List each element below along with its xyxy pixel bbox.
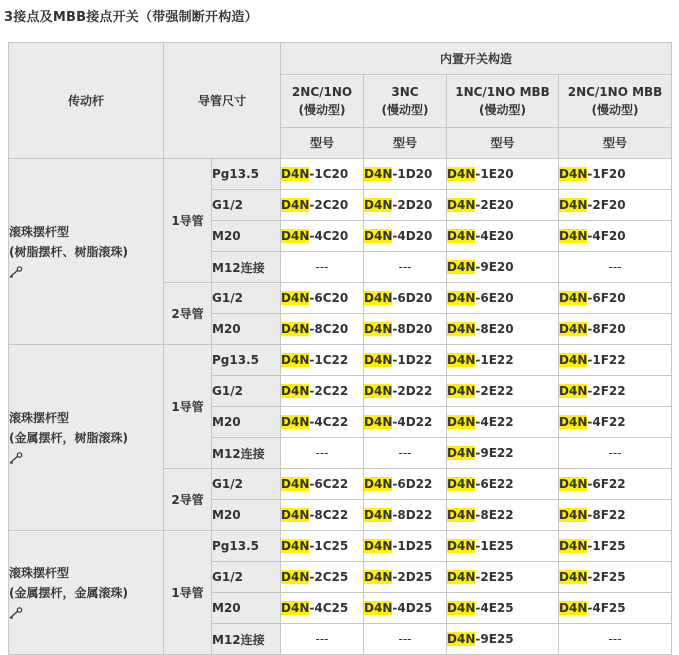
model-suffix: -9E20 bbox=[475, 260, 514, 274]
model-suffix: -1D22 bbox=[392, 353, 433, 367]
model-suffix: -2F25 bbox=[587, 570, 626, 584]
model-prefix: D4N bbox=[447, 229, 476, 243]
model-number bbox=[281, 562, 364, 593]
model-number bbox=[364, 500, 447, 531]
spec-table bbox=[8, 42, 672, 655]
model-number bbox=[559, 159, 672, 190]
model-prefix: D4N bbox=[364, 291, 393, 305]
model-number bbox=[364, 593, 447, 624]
model-number bbox=[447, 407, 559, 438]
model-prefix: D4N bbox=[281, 322, 310, 336]
model-number bbox=[447, 252, 559, 283]
model-number bbox=[364, 221, 447, 252]
conduit-count-cell: 1导管 bbox=[164, 159, 212, 283]
model-suffix: -6E20 bbox=[475, 291, 514, 305]
lever-type-cell bbox=[9, 345, 164, 531]
conduit-count-cell: 2导管 bbox=[164, 469, 212, 531]
model-prefix: D4N bbox=[559, 167, 588, 181]
model-suffix: -2C20 bbox=[309, 198, 349, 212]
model-suffix: -4E25 bbox=[475, 601, 514, 615]
header-model-label: 型号 bbox=[447, 128, 559, 159]
model-suffix: -1D20 bbox=[392, 167, 433, 181]
model-prefix: D4N bbox=[559, 570, 588, 584]
model-number bbox=[447, 314, 559, 345]
model-suffix: -2F22 bbox=[587, 384, 626, 398]
model-suffix: -8D22 bbox=[392, 508, 433, 522]
model-prefix: D4N bbox=[447, 570, 476, 584]
model-suffix: -8E20 bbox=[475, 322, 514, 336]
lever-type-cell bbox=[9, 531, 164, 655]
model-prefix: D4N bbox=[447, 508, 476, 522]
page-title: 3接点及MBB接点开关（带强制断开构造） bbox=[4, 10, 258, 25]
lever-type-label: (树脂摆杆、树脂滚珠) bbox=[9, 244, 128, 259]
model-prefix: D4N bbox=[364, 167, 393, 181]
model-number bbox=[447, 531, 559, 562]
model-number bbox=[281, 593, 364, 624]
model-suffix: -6C22 bbox=[309, 477, 349, 491]
header-model-label: 型号 bbox=[281, 128, 364, 159]
model-number bbox=[447, 159, 559, 190]
model-prefix: D4N bbox=[281, 198, 310, 212]
model-suffix: -1F25 bbox=[587, 539, 626, 553]
model-suffix: -6F22 bbox=[587, 477, 626, 491]
header-column-3 bbox=[447, 75, 559, 128]
model-prefix: D4N bbox=[447, 446, 476, 460]
model-prefix: D4N bbox=[281, 477, 310, 491]
model-number bbox=[281, 283, 364, 314]
conduit-size-cell: G1/2 bbox=[212, 283, 281, 314]
model-prefix: D4N bbox=[281, 539, 310, 553]
model-suffix: -8F20 bbox=[587, 322, 626, 336]
model-number bbox=[364, 283, 447, 314]
model-prefix: D4N bbox=[447, 539, 476, 553]
model-number bbox=[447, 562, 559, 593]
model-prefix: D4N bbox=[447, 198, 476, 212]
model-number bbox=[281, 500, 364, 531]
lever-type-cell bbox=[9, 159, 164, 345]
header-column-1 bbox=[281, 75, 364, 128]
header-conduit: 导管尺寸 bbox=[164, 43, 281, 159]
model-suffix: -8C20 bbox=[309, 322, 349, 336]
lever-type-label: (金属摆杆，金属滚珠) bbox=[9, 585, 128, 600]
header-model-label: 型号 bbox=[559, 128, 672, 159]
lever-type-label: 滚珠摆杆型 bbox=[9, 410, 70, 425]
model-number bbox=[364, 376, 447, 407]
model-suffix: -4C22 bbox=[309, 415, 349, 429]
model-prefix: D4N bbox=[364, 601, 393, 615]
model-number bbox=[281, 407, 364, 438]
header-column-line1: 2NC/1NO MBB bbox=[567, 85, 663, 99]
model-prefix: D4N bbox=[364, 229, 393, 243]
model-number bbox=[447, 190, 559, 221]
model-suffix: -1F22 bbox=[587, 353, 626, 367]
conduit-size-cell: M12连接 bbox=[212, 624, 281, 655]
model-na: --- bbox=[559, 252, 672, 283]
header-column-line2: (慢动型) bbox=[298, 103, 346, 117]
conduit-count-cell: 2导管 bbox=[164, 283, 212, 345]
model-prefix: D4N bbox=[447, 353, 476, 367]
model-number bbox=[281, 345, 364, 376]
model-na: --- bbox=[559, 438, 672, 469]
model-prefix: D4N bbox=[364, 508, 393, 522]
model-suffix: -8C22 bbox=[309, 508, 349, 522]
model-prefix: D4N bbox=[447, 632, 476, 646]
model-na: --- bbox=[559, 624, 672, 655]
model-number bbox=[559, 469, 672, 500]
model-na: --- bbox=[364, 438, 447, 469]
model-prefix: D4N bbox=[364, 384, 393, 398]
model-prefix: D4N bbox=[281, 167, 310, 181]
model-prefix: D4N bbox=[559, 601, 588, 615]
roller-lever-icon bbox=[9, 607, 23, 619]
model-number bbox=[559, 190, 672, 221]
model-number bbox=[364, 345, 447, 376]
model-suffix: -9E22 bbox=[475, 446, 514, 460]
model-na: --- bbox=[364, 624, 447, 655]
model-number bbox=[559, 221, 672, 252]
model-suffix: -2D25 bbox=[392, 570, 433, 584]
header-column-line2: (慢动型) bbox=[381, 103, 429, 117]
model-prefix: D4N bbox=[559, 477, 588, 491]
model-number bbox=[281, 221, 364, 252]
conduit-size-cell: Pg13.5 bbox=[212, 531, 281, 562]
model-prefix: D4N bbox=[447, 415, 476, 429]
model-prefix: D4N bbox=[364, 539, 393, 553]
header-lever: 传动杆 bbox=[9, 43, 164, 159]
model-na: --- bbox=[281, 624, 364, 655]
model-prefix: D4N bbox=[281, 601, 310, 615]
model-prefix: D4N bbox=[281, 508, 310, 522]
model-number bbox=[559, 593, 672, 624]
model-suffix: -4D20 bbox=[392, 229, 433, 243]
model-suffix: -1D25 bbox=[392, 539, 433, 553]
model-suffix: -4C20 bbox=[309, 229, 349, 243]
model-suffix: -6D22 bbox=[392, 477, 433, 491]
model-prefix: D4N bbox=[281, 384, 310, 398]
model-number bbox=[447, 345, 559, 376]
model-number bbox=[447, 469, 559, 500]
model-number bbox=[281, 376, 364, 407]
model-prefix: D4N bbox=[447, 384, 476, 398]
model-suffix: -2F20 bbox=[587, 198, 626, 212]
model-suffix: -1E25 bbox=[475, 539, 514, 553]
conduit-size-cell: M20 bbox=[212, 314, 281, 345]
model-suffix: -1F20 bbox=[587, 167, 626, 181]
roller-lever-icon bbox=[9, 452, 23, 464]
model-prefix: D4N bbox=[364, 198, 393, 212]
model-prefix: D4N bbox=[447, 260, 476, 274]
model-number bbox=[281, 314, 364, 345]
model-prefix: D4N bbox=[364, 353, 393, 367]
model-number bbox=[281, 159, 364, 190]
model-prefix: D4N bbox=[364, 415, 393, 429]
model-suffix: -4C25 bbox=[309, 601, 349, 615]
model-suffix: -6D20 bbox=[392, 291, 433, 305]
conduit-size-cell: M12连接 bbox=[212, 438, 281, 469]
model-prefix: D4N bbox=[559, 322, 588, 336]
model-number bbox=[447, 438, 559, 469]
lever-type-label: 滚珠摆杆型 bbox=[9, 565, 70, 580]
model-prefix: D4N bbox=[281, 570, 310, 584]
model-number bbox=[364, 190, 447, 221]
model-prefix: D4N bbox=[364, 477, 393, 491]
model-number bbox=[447, 500, 559, 531]
model-suffix: -2E25 bbox=[475, 570, 514, 584]
model-prefix: D4N bbox=[364, 322, 393, 336]
model-na: --- bbox=[281, 252, 364, 283]
conduit-size-cell: M20 bbox=[212, 221, 281, 252]
model-prefix: D4N bbox=[447, 291, 476, 305]
model-suffix: -4F22 bbox=[587, 415, 626, 429]
model-number bbox=[364, 159, 447, 190]
model-prefix: D4N bbox=[447, 601, 476, 615]
model-number bbox=[364, 469, 447, 500]
model-prefix: D4N bbox=[447, 322, 476, 336]
model-number bbox=[559, 407, 672, 438]
model-suffix: -4D22 bbox=[392, 415, 433, 429]
model-prefix: D4N bbox=[559, 198, 588, 212]
model-number bbox=[447, 221, 559, 252]
model-prefix: D4N bbox=[281, 291, 310, 305]
model-number bbox=[364, 562, 447, 593]
table-row bbox=[9, 159, 672, 190]
model-number bbox=[281, 469, 364, 500]
conduit-count-cell: 1导管 bbox=[164, 531, 212, 655]
model-prefix: D4N bbox=[281, 353, 310, 367]
model-suffix: -4F25 bbox=[587, 601, 626, 615]
model-number bbox=[559, 345, 672, 376]
model-prefix: D4N bbox=[559, 353, 588, 367]
model-suffix: -8F22 bbox=[587, 508, 626, 522]
conduit-size-cell: M20 bbox=[212, 500, 281, 531]
model-suffix: -8D20 bbox=[392, 322, 433, 336]
conduit-size-cell: Pg13.5 bbox=[212, 345, 281, 376]
model-suffix: -2D22 bbox=[392, 384, 433, 398]
conduit-count-cell: 1导管 bbox=[164, 345, 212, 469]
conduit-size-cell: G1/2 bbox=[212, 376, 281, 407]
model-suffix: -1C25 bbox=[309, 539, 349, 553]
model-number bbox=[364, 407, 447, 438]
model-number bbox=[559, 283, 672, 314]
model-number bbox=[559, 531, 672, 562]
model-suffix: -2E22 bbox=[475, 384, 514, 398]
model-number bbox=[447, 593, 559, 624]
lever-type-label: 滚珠摆杆型 bbox=[9, 224, 70, 239]
model-prefix: D4N bbox=[559, 229, 588, 243]
model-suffix: -6E22 bbox=[475, 477, 514, 491]
model-prefix: D4N bbox=[559, 291, 588, 305]
model-number bbox=[364, 531, 447, 562]
header-column-2 bbox=[364, 75, 447, 128]
table-row bbox=[9, 345, 672, 376]
conduit-size-cell: M12连接 bbox=[212, 252, 281, 283]
table-row bbox=[9, 531, 672, 562]
model-prefix: D4N bbox=[364, 570, 393, 584]
model-suffix: -1E20 bbox=[475, 167, 514, 181]
conduit-size-cell: M20 bbox=[212, 407, 281, 438]
model-prefix: D4N bbox=[281, 229, 310, 243]
model-suffix: -2C22 bbox=[309, 384, 349, 398]
model-prefix: D4N bbox=[281, 415, 310, 429]
model-number bbox=[447, 283, 559, 314]
header-column-line1: 1NC/1NO MBB bbox=[455, 85, 550, 99]
header-column-line2: (慢动型) bbox=[591, 103, 639, 117]
model-number bbox=[447, 376, 559, 407]
model-suffix: -9E25 bbox=[475, 632, 514, 646]
header-model-label: 型号 bbox=[364, 128, 447, 159]
model-number bbox=[559, 314, 672, 345]
model-suffix: -4F20 bbox=[587, 229, 626, 243]
model-number bbox=[559, 376, 672, 407]
header-column-line2: (慢动型) bbox=[479, 103, 526, 117]
conduit-size-cell: M20 bbox=[212, 593, 281, 624]
model-suffix: -6F20 bbox=[587, 291, 626, 305]
model-suffix: -2C25 bbox=[309, 570, 349, 584]
model-suffix: -8E22 bbox=[475, 508, 514, 522]
model-number bbox=[364, 314, 447, 345]
roller-lever-icon bbox=[9, 266, 23, 278]
model-suffix: -2E20 bbox=[475, 198, 514, 212]
model-na: --- bbox=[281, 438, 364, 469]
model-number bbox=[281, 531, 364, 562]
header-column-4 bbox=[559, 75, 672, 128]
model-suffix: -1E22 bbox=[475, 353, 514, 367]
model-prefix: D4N bbox=[559, 508, 588, 522]
model-prefix: D4N bbox=[559, 539, 588, 553]
header-column-line1: 2NC/1NO bbox=[291, 85, 353, 99]
header-column-line1: 3NC bbox=[391, 85, 419, 99]
model-prefix: D4N bbox=[559, 384, 588, 398]
model-number bbox=[559, 562, 672, 593]
model-number bbox=[559, 500, 672, 531]
model-suffix: -1C22 bbox=[309, 353, 349, 367]
model-prefix: D4N bbox=[447, 477, 476, 491]
model-suffix: -4D25 bbox=[392, 601, 433, 615]
model-suffix: -1C20 bbox=[309, 167, 349, 181]
model-prefix: D4N bbox=[559, 415, 588, 429]
table-header bbox=[9, 43, 672, 159]
model-number bbox=[281, 190, 364, 221]
conduit-size-cell: G1/2 bbox=[212, 562, 281, 593]
model-suffix: -4E22 bbox=[475, 415, 514, 429]
model-suffix: -2D20 bbox=[392, 198, 433, 212]
conduit-size-cell: Pg13.5 bbox=[212, 159, 281, 190]
model-suffix: -6C20 bbox=[309, 291, 349, 305]
conduit-size-cell: G1/2 bbox=[212, 469, 281, 500]
conduit-size-cell: G1/2 bbox=[212, 190, 281, 221]
table-body bbox=[9, 159, 672, 655]
header-builtin: 内置开关构造 bbox=[281, 43, 672, 75]
model-suffix: -4E20 bbox=[475, 229, 514, 243]
model-na: --- bbox=[364, 252, 447, 283]
model-prefix: D4N bbox=[447, 167, 476, 181]
lever-type-label: (金属摆杆，树脂滚珠) bbox=[9, 430, 128, 445]
